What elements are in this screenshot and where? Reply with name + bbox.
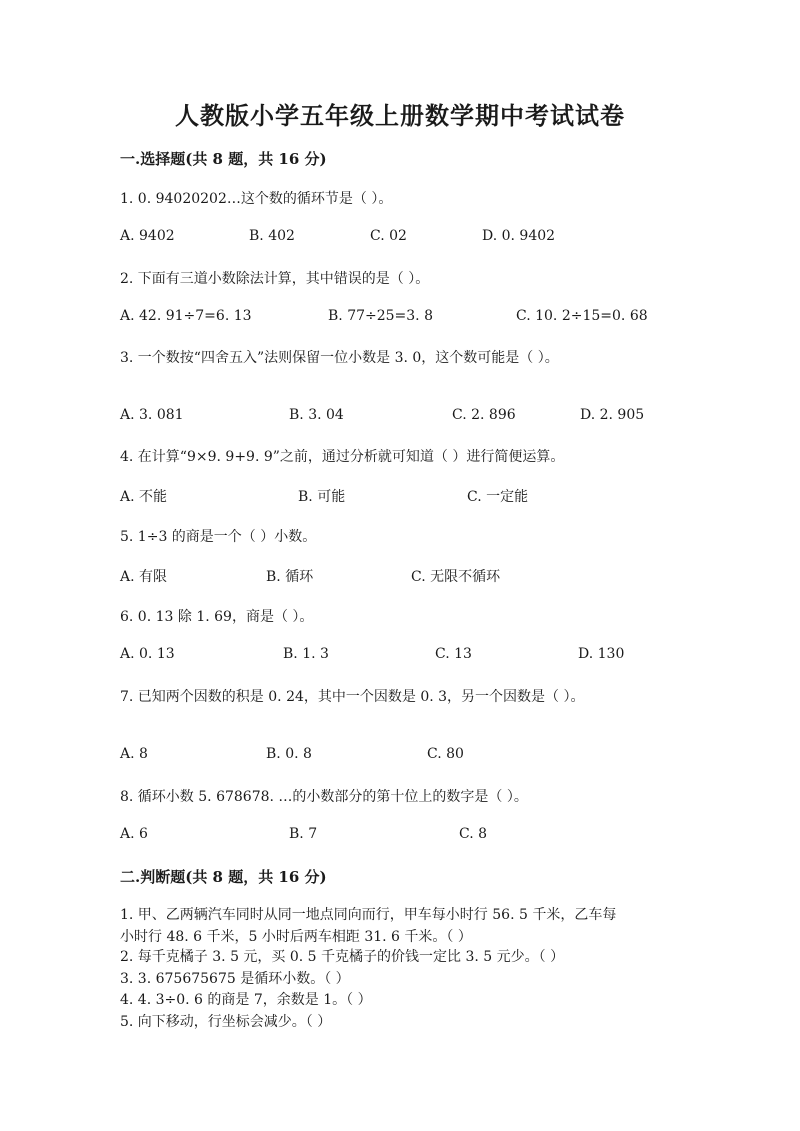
page-title: 人教版小学五年级上册数学期中考试试卷: [175, 101, 625, 130]
section-heading-judge: 二.判断题(共 8 题，共 16 分): [120, 868, 327, 886]
q3-option-d: D. 2. 905: [580, 407, 645, 423]
q7-option-b: B. 0. 8: [266, 746, 312, 762]
judge-line-5: 4. 4. 3÷0. 6 的商是 7，余数是 1。（ ）: [120, 992, 372, 1008]
judge-line-2: 小时行 48. 6 千米，5 小时后两车相距 31. 6 千米。（ ）: [120, 929, 472, 945]
question-3: 3. 一个数按“四舍五入”法则保留一位小数是 3. 0，这个数可能是（ ）。: [120, 350, 559, 366]
q1-option-d: D. 0. 9402: [482, 228, 556, 244]
q7-option-a: A. 8: [120, 746, 148, 762]
q6-option-c: C. 13: [435, 646, 472, 662]
q1-option-b: B. 402: [249, 228, 295, 244]
q4-option-c: C. 一定能: [467, 489, 529, 505]
question-8: 8. 循环小数 5. 678678. …的小数部分的第十位上的数字是（ ）。: [120, 789, 528, 805]
question-6: 6. 0. 13 除 1. 69，商是（ ）。: [120, 609, 314, 625]
question-7: 7. 已知两个因数的积是 0. 24，其中一个因数是 0. 3，另一个因数是（ ）。: [120, 689, 585, 705]
question-1: 1. 0. 94020202…这个数的循环节是（ ）。: [120, 191, 393, 207]
q5-option-c: C. 无限不循环: [411, 569, 501, 585]
q8-option-c: C. 8: [459, 826, 488, 842]
q3-option-a: A. 3. 081: [120, 407, 184, 423]
q7-option-c: C. 80: [427, 746, 464, 762]
q1-option-a: A. 9402: [120, 228, 175, 244]
q2-option-c: C. 10. 2÷15=0. 68: [516, 308, 648, 324]
q6-option-a: A. 0. 13: [120, 646, 175, 662]
q3-option-b: B. 3. 04: [289, 407, 344, 423]
q2-option-a: A. 42. 91÷7=6. 13: [120, 308, 252, 324]
judge-line-6: 5. 向下移动，行坐标会减少。（ ）: [120, 1014, 332, 1030]
q6-option-b: B. 1. 3: [283, 646, 329, 662]
q4-option-a: A. 不能: [120, 489, 168, 505]
judge-line-4: 3. 3. 675675675 是循环小数。（ ）: [120, 971, 350, 987]
q5-option-b: B. 循环: [266, 569, 314, 585]
q4-option-b: B. 可能: [298, 489, 346, 505]
judge-line-1: 1. 甲、乙两辆汽车同时从同一地点同向而行，甲车每小时行 56. 5 千米，乙车每: [120, 907, 617, 923]
q3-option-c: C. 2. 896: [452, 407, 516, 423]
judge-line-3: 2. 每千克橘子 3. 5 元，买 0. 5 千克橘子的价钱一定比 3. 5 元少。（ ）: [120, 949, 565, 965]
question-5: 5. 1÷3 的商是一个（ ）小数。: [120, 529, 317, 545]
q2-option-b: B. 77÷25=3. 8: [328, 308, 433, 324]
q8-option-b: B. 7: [289, 826, 318, 842]
q8-option-a: A. 6: [120, 826, 148, 842]
question-2: 2. 下面有三道小数除法计算，其中错误的是（ ）。: [120, 271, 430, 287]
q1-option-c: C. 02: [370, 228, 407, 244]
question-4: 4. 在计算“9×9. 9+9. 9”之前，通过分析就可知道（ ）进行简便运算。: [120, 449, 565, 465]
section-heading-choice: 一.选择题(共 8 题，共 16 分): [120, 150, 327, 168]
q5-option-a: A. 有限: [120, 569, 168, 585]
q6-option-d: D. 130: [578, 646, 625, 662]
